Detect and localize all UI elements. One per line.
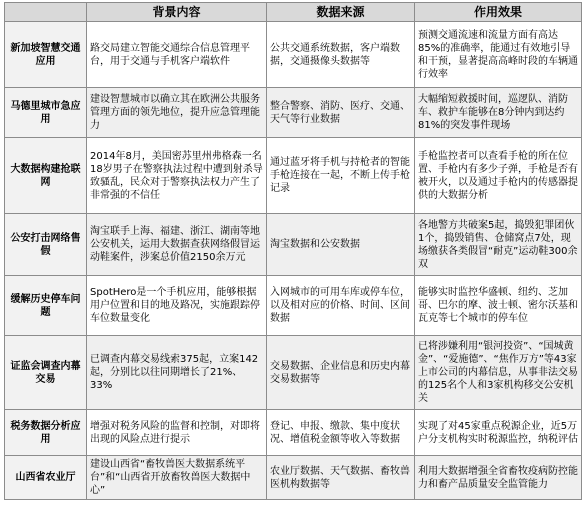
row-background: 增强对税务风险的监督和控制，对即将出现的风险点进行提示 — [87, 410, 267, 456]
row-background: 建设山西省“畜牧兽医大数据系统平台”和“山西省开放畜牧兽医大数据中心” — [87, 456, 267, 500]
row-background: 路交局建立智能交通综合信息管理平台，用于交通与手机客户端软件 — [87, 22, 267, 88]
table-row — [5, 88, 582, 138]
row-source: 入网城市的可用车库或停车位，以及相对应的价格、时间、区间数据 — [267, 276, 415, 336]
header-blank — [5, 3, 87, 22]
row-background: SpotHero是一个手机应用，能够根据用户位置和目的地及路况，实施跟踪停车位数量变化 — [87, 276, 267, 336]
row-background: 淘宝联手上海、福建、浙江、湖南等地公安机关，运用大数据查获网络假冒运动鞋案件，涉案总价值2150余万元 — [87, 214, 267, 276]
row-name: 公安打击网络售假 — [5, 214, 87, 276]
row-name: 新加坡智慧交通应用 — [5, 22, 87, 88]
page — [0, 2, 585, 505]
row-effect: 实现了对45家重点税源企业，近5万户分支机构实时税源监控，纳税评估 — [415, 410, 582, 456]
row-source: 公共交通系统数据，客户端数据，交通摄像头数据等 — [267, 22, 415, 88]
row-name: 马德里城市急应用 — [5, 88, 87, 138]
table-row — [5, 138, 582, 214]
table-row — [5, 276, 582, 336]
row-source: 整合警察、消防、医疗、交通、天气等行业数据 — [267, 88, 415, 138]
row-source: 交易数据、企业信息和历史内幕交易数据等 — [267, 336, 415, 410]
row-effect: 能够实时监控华盛顿、纽约、芝加哥、巴尔的摩、波士顿、密尔沃基和瓦克等七个城市的停车位 — [415, 276, 582, 336]
header-effect: 作用效果 — [415, 3, 582, 22]
table-row — [5, 410, 582, 456]
table-row — [5, 214, 582, 276]
table-row — [5, 456, 582, 500]
row-background: 已调查内幕交易线索375起，立案142起，分别比以往同期增长了21%、33% — [87, 336, 267, 410]
row-source: 农业厅数据、天气数据、畜牧兽医机构数据等 — [267, 456, 415, 500]
row-effect: 大幅缩短救援时间，巡逻队、消防车、救护车能够在8分钟内到达约81%的突发事件现场 — [415, 88, 582, 138]
row-effect: 手枪监控者可以查看手枪的所在位置、手枪内有多少子弹，手枪是否有被开火，以及通过手枪内的传感器提供的大数据分析 — [415, 138, 582, 214]
comparison-table — [4, 2, 582, 500]
row-name: 缓解历史停车问题 — [5, 276, 87, 336]
row-effect: 利用大数据增强全省畜牧疫病防控能力和畜产品质量安全监管能力 — [415, 456, 582, 500]
row-source: 通过蓝牙将手机与持枪者的智能手枪连接在一起，不断上传手枪记录 — [267, 138, 415, 214]
row-effect: 已将涉嫌利用“银河投资”、“国城黄金”、“爱施德”、“焦作万方”等43家上市公司的内幕信息，从事非法交易的125名个人和3家机构移交公安机关 — [415, 336, 582, 410]
header-data-source: 数据来源 — [267, 3, 415, 22]
table-row — [5, 22, 582, 88]
table-row — [5, 336, 582, 410]
row-name: 税务数据分析应用 — [5, 410, 87, 456]
row-name: 山西省农业厅 — [5, 456, 87, 500]
row-name: 大数据构建抢联网 — [5, 138, 87, 214]
row-source: 淘宝数据和公安数据 — [267, 214, 415, 276]
row-source: 登记、申报、缴款、集中度状况、增值税金额等收入等数据 — [267, 410, 415, 456]
row-effect: 各地警方共破案5起，捣毁犯罪团伙1个，捣毁销售、仓储窝点7处，现场缴获各类假冒“耐克”运动鞋300余双 — [415, 214, 582, 276]
row-effect: 预测交通流速和流量方面有高达85%的准确率，能通过有效地引导和干预，显著提高高峰时段的车辆通行效率 — [415, 22, 582, 88]
row-background: 建设智慧城市以确立其在欧洲公共服务管理方面的领先地位，提升应急管理能力 — [87, 88, 267, 138]
table-header-row — [5, 3, 582, 22]
header-background: 背景内容 — [87, 3, 267, 22]
row-background: 2014年8月，美国密苏里州弗格森一名18岁男子在警察执法过程中遭到射杀导致骚乱，民众对于警察执法权力产生了非常强的不信任 — [87, 138, 267, 214]
row-name: 证监会调查内幕交易 — [5, 336, 87, 410]
